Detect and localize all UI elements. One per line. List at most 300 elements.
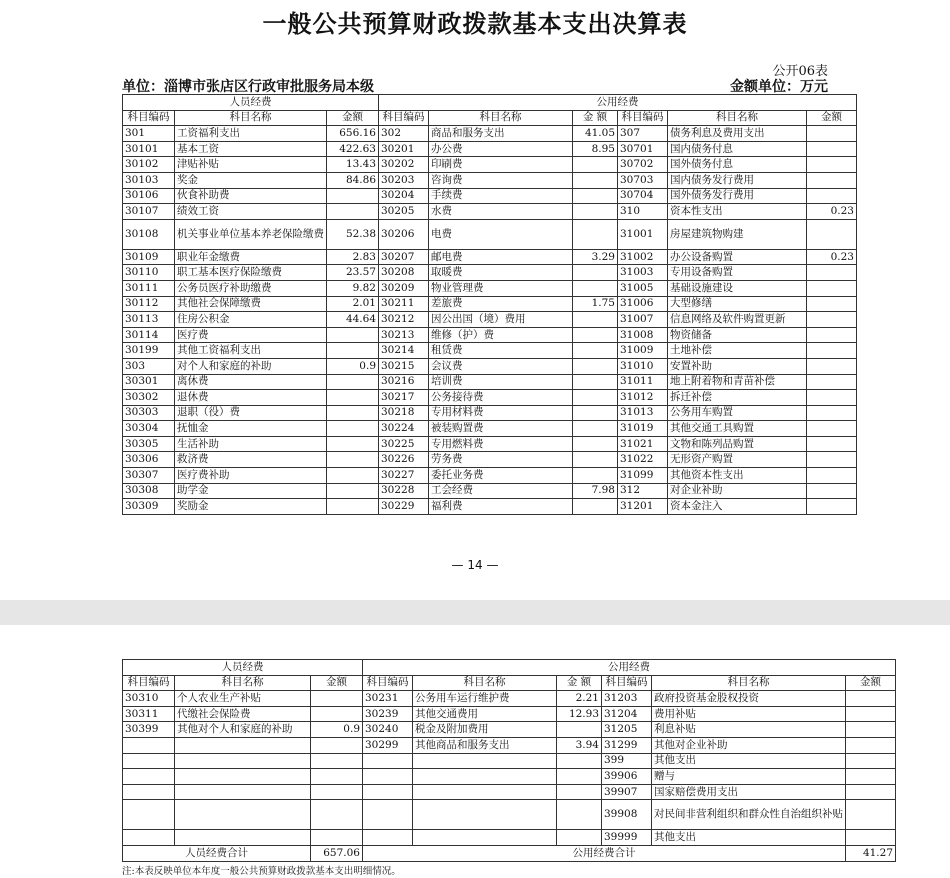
public-code-cell: 30206: [379, 219, 429, 249]
capital-code-cell: 30701: [618, 141, 668, 157]
personnel-amount-cell: [327, 436, 379, 452]
public-amount-cell: 41.05: [573, 126, 618, 142]
public-code-cell: 30213: [379, 327, 429, 343]
table-row: [123, 800, 896, 830]
public-code-cell: [363, 784, 413, 800]
capital-name-cell: 大型修缮: [668, 296, 807, 312]
capital-name-cell: 信息网络及软件购置更新: [668, 312, 807, 328]
public-amount-cell: [557, 830, 602, 846]
col-header-amount: 金 额: [573, 110, 618, 126]
capital-name-cell: 国内债务发行费用: [668, 172, 807, 188]
personnel-code-cell: [123, 769, 175, 785]
capital-amount-cell: [846, 784, 896, 800]
capital-amount-cell: [807, 499, 857, 515]
capital-name-cell: 政府投资基金股权投资: [652, 691, 846, 707]
personnel-name-cell: 职工基本医疗保险缴费: [175, 265, 327, 281]
table-row: [123, 312, 857, 328]
public-code-cell: 30226: [379, 452, 429, 468]
public-amount-cell: [573, 499, 618, 515]
public-amount-cell: [557, 753, 602, 769]
table-row: [123, 265, 857, 281]
public-code-cell: 30204: [379, 188, 429, 204]
capital-name-cell: 利息补贴: [652, 722, 846, 738]
group-header-personnel: 人员经费: [123, 95, 379, 111]
public-code-cell: [363, 769, 413, 785]
capital-name-cell: 国外债务发行费用: [668, 188, 807, 204]
personnel-amount-cell: [327, 390, 379, 406]
table-code: 公开06表: [772, 64, 828, 79]
public-amount-cell: [573, 405, 618, 421]
personnel-code-cell: 30308: [123, 483, 175, 499]
table-row: [123, 188, 857, 204]
public-code-cell: [363, 753, 413, 769]
public-amount-cell: [573, 172, 618, 188]
public-name-cell: 其他商品和服务支出: [413, 737, 557, 753]
public-amount-cell: [573, 204, 618, 220]
public-name-cell: [413, 830, 557, 846]
col-header-name: 科目名称: [652, 675, 846, 691]
col-header-amount: 金额: [807, 110, 857, 126]
public-code-cell: 30203: [379, 172, 429, 188]
table-row: [123, 421, 857, 437]
total-public-value: 41.27: [846, 845, 896, 861]
capital-amount-cell: [846, 706, 896, 722]
personnel-amount-cell: [311, 769, 363, 785]
personnel-name-cell: 个人农业生产补贴: [175, 691, 311, 707]
capital-amount-cell: [807, 265, 857, 281]
capital-name-cell: 其他支出: [652, 753, 846, 769]
public-code-cell: 30207: [379, 249, 429, 265]
personnel-name-cell: [175, 800, 311, 830]
table-row: [123, 769, 896, 785]
capital-amount-cell: [807, 358, 857, 374]
table-row: [123, 706, 896, 722]
personnel-name-cell: 绩效工资: [175, 204, 327, 220]
table-row: [123, 722, 896, 738]
capital-name-cell: 办公设备购置: [668, 249, 807, 265]
personnel-amount-cell: 0.9: [311, 722, 363, 738]
capital-amount-cell: [807, 374, 857, 390]
total-public-label: 公用经费合计: [363, 845, 846, 861]
personnel-amount-cell: 2.83: [327, 249, 379, 265]
table-row: [123, 126, 857, 142]
public-code-cell: [363, 800, 413, 830]
public-amount-cell: [573, 312, 618, 328]
col-header-name: 科目名称: [429, 110, 573, 126]
public-amount-cell: 2.21: [557, 691, 602, 707]
personnel-amount-cell: 13.43: [327, 157, 379, 173]
public-code-cell: 30218: [379, 405, 429, 421]
public-code-cell: 30231: [363, 691, 413, 707]
personnel-amount-cell: [311, 706, 363, 722]
table-note: 注:本表反映单位本年度一般公共预算财政拨款基本支出明细情况。: [122, 866, 401, 877]
table-row: [123, 468, 857, 484]
public-amount-cell: 8.95: [573, 141, 618, 157]
capital-amount-cell: [807, 312, 857, 328]
public-name-cell: 公务接待费: [429, 390, 573, 406]
personnel-amount-cell: [327, 374, 379, 390]
capital-name-cell: 费用补贴: [652, 706, 846, 722]
public-code-cell: 30227: [379, 468, 429, 484]
public-name-cell: 专用材料费: [429, 405, 573, 421]
capital-amount-cell: [807, 172, 857, 188]
public-amount-cell: [557, 769, 602, 785]
personnel-name-cell: 奖励金: [175, 499, 327, 515]
col-header-amount: 金额: [311, 675, 363, 691]
personnel-code-cell: 30102: [123, 157, 175, 173]
personnel-name-cell: 助学金: [175, 483, 327, 499]
personnel-code-cell: 30311: [123, 706, 175, 722]
public-name-cell: 差旅费: [429, 296, 573, 312]
capital-amount-cell: [807, 219, 857, 249]
col-header-code: 科目编码: [123, 675, 175, 691]
table-row: [123, 737, 896, 753]
public-name-cell: 税金及附加费用: [413, 722, 557, 738]
col-header-code: 科目编码: [618, 110, 668, 126]
public-code-cell: 30202: [379, 157, 429, 173]
public-code-cell: 30215: [379, 358, 429, 374]
personnel-amount-cell: 0.9: [327, 358, 379, 374]
personnel-code-cell: 30101: [123, 141, 175, 157]
public-amount-cell: [573, 265, 618, 281]
personnel-name-cell: 生活补助: [175, 436, 327, 452]
capital-code-cell: 31205: [602, 722, 652, 738]
capital-name-cell: 赠与: [652, 769, 846, 785]
public-code-cell: 30212: [379, 312, 429, 328]
capital-name-cell: 其他支出: [652, 830, 846, 846]
public-name-cell: [413, 784, 557, 800]
personnel-code-cell: 30103: [123, 172, 175, 188]
public-name-cell: 物业管理费: [429, 280, 573, 296]
public-code-cell: 30217: [379, 390, 429, 406]
personnel-amount-cell: [311, 753, 363, 769]
col-header-amount: 金额: [327, 110, 379, 126]
capital-code-cell: 31002: [618, 249, 668, 265]
capital-code-cell: 31201: [618, 499, 668, 515]
personnel-code-cell: [123, 784, 175, 800]
public-name-cell: 咨询费: [429, 172, 573, 188]
personnel-code-cell: 30110: [123, 265, 175, 281]
personnel-name-cell: 抚恤金: [175, 421, 327, 437]
personnel-amount-cell: [311, 737, 363, 753]
capital-code-cell: 39908: [602, 800, 652, 830]
public-name-cell: 委托业务费: [429, 468, 573, 484]
personnel-name-cell: [175, 737, 311, 753]
personnel-amount-cell: [327, 421, 379, 437]
capital-amount-cell: 0.23: [807, 249, 857, 265]
personnel-amount-cell: 44.64: [327, 312, 379, 328]
public-amount-cell: 1.75: [573, 296, 618, 312]
col-header-code: 科目编码: [602, 675, 652, 691]
personnel-amount-cell: [327, 405, 379, 421]
personnel-code-cell: 30306: [123, 452, 175, 468]
capital-amount-cell: [807, 436, 857, 452]
capital-name-cell: 基础设施建设: [668, 280, 807, 296]
table-row: [123, 691, 896, 707]
capital-code-cell: 31003: [618, 265, 668, 281]
public-amount-cell: [573, 188, 618, 204]
capital-amount-cell: [846, 800, 896, 830]
capital-code-cell: 39906: [602, 769, 652, 785]
capital-code-cell: 39999: [602, 830, 652, 846]
personnel-code-cell: 30302: [123, 390, 175, 406]
page-gap: [0, 600, 950, 625]
public-code-cell: 30299: [363, 737, 413, 753]
personnel-amount-cell: 52.38: [327, 219, 379, 249]
personnel-amount-cell: [327, 499, 379, 515]
personnel-code-cell: 30304: [123, 421, 175, 437]
public-code-cell: 302: [379, 126, 429, 142]
capital-code-cell: 310: [618, 204, 668, 220]
personnel-code-cell: 30199: [123, 343, 175, 359]
public-name-cell: 公务用车运行维护费: [413, 691, 557, 707]
public-amount-cell: [573, 358, 618, 374]
personnel-name-cell: [175, 753, 311, 769]
capital-code-cell: 30704: [618, 188, 668, 204]
public-name-cell: 劳务费: [429, 452, 573, 468]
col-header-name: 科目名称: [668, 110, 807, 126]
personnel-code-cell: 30310: [123, 691, 175, 707]
personnel-amount-cell: 422.63: [327, 141, 379, 157]
page-two: [0, 625, 950, 878]
public-amount-cell: [573, 157, 618, 173]
capital-code-cell: 31011: [618, 374, 668, 390]
capital-code-cell: 31013: [618, 405, 668, 421]
public-amount-cell: 3.29: [573, 249, 618, 265]
personnel-amount-cell: [327, 327, 379, 343]
personnel-name-cell: 机关事业单位基本养老保险缴费: [175, 219, 327, 249]
personnel-code-cell: [123, 737, 175, 753]
table-row: [123, 172, 857, 188]
table-row: [123, 343, 857, 359]
personnel-code-cell: 30108: [123, 219, 175, 249]
public-amount-cell: 12.93: [557, 706, 602, 722]
table-row: [123, 280, 857, 296]
personnel-code-cell: 30113: [123, 312, 175, 328]
personnel-amount-cell: [311, 800, 363, 830]
col-header-code: 科目编码: [379, 110, 429, 126]
capital-amount-cell: [807, 327, 857, 343]
capital-code-cell: 31009: [618, 343, 668, 359]
personnel-name-cell: 其他对个人和家庭的补助: [175, 722, 311, 738]
table-row: [123, 219, 857, 249]
total-personnel-value: 657.06: [311, 845, 363, 861]
personnel-code-cell: 30301: [123, 374, 175, 390]
personnel-code-cell: 30111: [123, 280, 175, 296]
public-name-cell: [413, 753, 557, 769]
capital-code-cell: 31010: [618, 358, 668, 374]
table-row: [123, 784, 896, 800]
capital-code-cell: 31299: [602, 737, 652, 753]
personnel-code-cell: 30107: [123, 204, 175, 220]
capital-code-cell: 30703: [618, 172, 668, 188]
public-name-cell: 水费: [429, 204, 573, 220]
public-code-cell: 30209: [379, 280, 429, 296]
personnel-name-cell: 医疗费: [175, 327, 327, 343]
personnel-amount-cell: 23.57: [327, 265, 379, 281]
capital-amount-cell: [846, 753, 896, 769]
personnel-code-cell: [123, 830, 175, 846]
public-code-cell: [363, 830, 413, 846]
capital-name-cell: 地上附着物和青苗补偿: [668, 374, 807, 390]
capital-code-cell: 307: [618, 126, 668, 142]
public-code-cell: 30216: [379, 374, 429, 390]
personnel-code-cell: 30114: [123, 327, 175, 343]
capital-name-cell: 公务用车购置: [668, 405, 807, 421]
personnel-name-cell: 伙食补助费: [175, 188, 327, 204]
capital-code-cell: 39907: [602, 784, 652, 800]
personnel-name-cell: 津贴补贴: [175, 157, 327, 173]
capital-amount-cell: [807, 343, 857, 359]
public-name-cell: 取暖费: [429, 265, 573, 281]
public-code-cell: 30240: [363, 722, 413, 738]
personnel-name-cell: 救济费: [175, 452, 327, 468]
public-code-cell: 30208: [379, 265, 429, 281]
table-row: [123, 327, 857, 343]
public-amount-cell: [573, 436, 618, 452]
personnel-amount-cell: [327, 204, 379, 220]
capital-name-cell: 无形资产购置: [668, 452, 807, 468]
capital-name-cell: 国家赔偿费用支出: [652, 784, 846, 800]
capital-code-cell: 31005: [618, 280, 668, 296]
personnel-name-cell: 代缴社会保险费: [175, 706, 311, 722]
capital-code-cell: 31007: [618, 312, 668, 328]
capital-amount-cell: 0.23: [807, 204, 857, 220]
capital-code-cell: 31008: [618, 327, 668, 343]
personnel-name-cell: 其他社会保障缴费: [175, 296, 327, 312]
personnel-name-cell: 奖金: [175, 172, 327, 188]
capital-name-cell: 土地补偿: [668, 343, 807, 359]
table-row: [123, 204, 857, 220]
public-amount-cell: [573, 421, 618, 437]
page-title: 一般公共预算财政拨款基本支出决算表: [262, 9, 688, 38]
capital-name-cell: 债务利息及费用支出: [668, 126, 807, 142]
capital-code-cell: 31012: [618, 390, 668, 406]
public-code-cell: 30201: [379, 141, 429, 157]
personnel-amount-cell: 9.82: [327, 280, 379, 296]
capital-name-cell: 拆迁补偿: [668, 390, 807, 406]
personnel-name-cell: [175, 830, 311, 846]
table-row: [123, 499, 857, 515]
personnel-amount-cell: 656.16: [327, 126, 379, 142]
money-unit: 金额单位：万元: [730, 79, 828, 95]
capital-amount-cell: [846, 737, 896, 753]
capital-name-cell: 对企业补助: [668, 483, 807, 499]
page-number: — 14 —: [451, 558, 499, 572]
public-name-cell: 其他交通费用: [413, 706, 557, 722]
public-amount-cell: [573, 219, 618, 249]
personnel-code-cell: 30112: [123, 296, 175, 312]
public-amount-cell: [573, 280, 618, 296]
personnel-name-cell: 公务员医疗补助缴费: [175, 280, 327, 296]
personnel-name-cell: 离休费: [175, 374, 327, 390]
personnel-amount-cell: [327, 452, 379, 468]
personnel-amount-cell: [327, 468, 379, 484]
table-row: [123, 296, 857, 312]
public-name-cell: 维修（护）费: [429, 327, 573, 343]
personnel-code-cell: [123, 753, 175, 769]
personnel-amount-cell: [327, 483, 379, 499]
capital-name-cell: 资本性支出: [668, 204, 807, 220]
expenditure-table-page1: [122, 94, 857, 515]
personnel-code-cell: 30106: [123, 188, 175, 204]
capital-amount-cell: [807, 141, 857, 157]
capital-amount-cell: [846, 830, 896, 846]
col-header-amount: 金 额: [557, 675, 602, 691]
personnel-amount-cell: [327, 188, 379, 204]
public-name-cell: 福利费: [429, 499, 573, 515]
capital-code-cell: 30702: [618, 157, 668, 173]
public-name-cell: 办公费: [429, 141, 573, 157]
capital-code-cell: 31204: [602, 706, 652, 722]
table-row: [123, 483, 857, 499]
capital-name-cell: 资本金注入: [668, 499, 807, 515]
capital-amount-cell: [807, 405, 857, 421]
table-row: [123, 452, 857, 468]
public-amount-cell: [573, 452, 618, 468]
col-header-code: 科目编码: [363, 675, 413, 691]
capital-amount-cell: [846, 691, 896, 707]
table-row: [123, 249, 857, 265]
capital-code-cell: 31006: [618, 296, 668, 312]
personnel-name-cell: 其他工资福利支出: [175, 343, 327, 359]
table-row: [123, 157, 857, 173]
personnel-code-cell: 30307: [123, 468, 175, 484]
capital-amount-cell: [846, 769, 896, 785]
public-name-cell: 因公出国（境）费用: [429, 312, 573, 328]
personnel-code-cell: 30309: [123, 499, 175, 515]
personnel-name-cell: 医疗费补助: [175, 468, 327, 484]
unit-label: 单位：淄博市张店区行政审批服务局本级: [122, 79, 374, 95]
personnel-code-cell: 30109: [123, 249, 175, 265]
capital-amount-cell: [807, 188, 857, 204]
table-row: [123, 753, 896, 769]
personnel-name-cell: 住房公积金: [175, 312, 327, 328]
public-amount-cell: [557, 722, 602, 738]
capital-name-cell: 房屋建筑物购建: [668, 219, 807, 249]
public-code-cell: 30205: [379, 204, 429, 220]
personnel-name-cell: 对个人和家庭的补助: [175, 358, 327, 374]
public-amount-cell: [573, 390, 618, 406]
capital-name-cell: 其他对企业补助: [652, 737, 846, 753]
public-name-cell: 邮电费: [429, 249, 573, 265]
capital-amount-cell: [807, 126, 857, 142]
personnel-name-cell: 工资福利支出: [175, 126, 327, 142]
public-amount-cell: 7.98: [573, 483, 618, 499]
personnel-code-cell: 303: [123, 358, 175, 374]
capital-amount-cell: [807, 157, 857, 173]
personnel-code-cell: [123, 800, 175, 830]
public-code-cell: 30228: [379, 483, 429, 499]
capital-name-cell: 其他交通工具购置: [668, 421, 807, 437]
personnel-amount-cell: 2.01: [327, 296, 379, 312]
table-row: [123, 141, 857, 157]
public-name-cell: 电费: [429, 219, 573, 249]
capital-name-cell: 国外债务付息: [668, 157, 807, 173]
col-header-amount: 金额: [846, 675, 896, 691]
table-row: [123, 405, 857, 421]
personnel-name-cell: 职业年金缴费: [175, 249, 327, 265]
capital-code-cell: 31021: [618, 436, 668, 452]
capital-code-cell: 31099: [618, 468, 668, 484]
table-row: [123, 390, 857, 406]
public-name-cell: 会议费: [429, 358, 573, 374]
table-row: [123, 374, 857, 390]
capital-amount-cell: [807, 296, 857, 312]
public-name-cell: 专用燃料费: [429, 436, 573, 452]
capital-amount-cell: [846, 722, 896, 738]
public-name-cell: [413, 769, 557, 785]
